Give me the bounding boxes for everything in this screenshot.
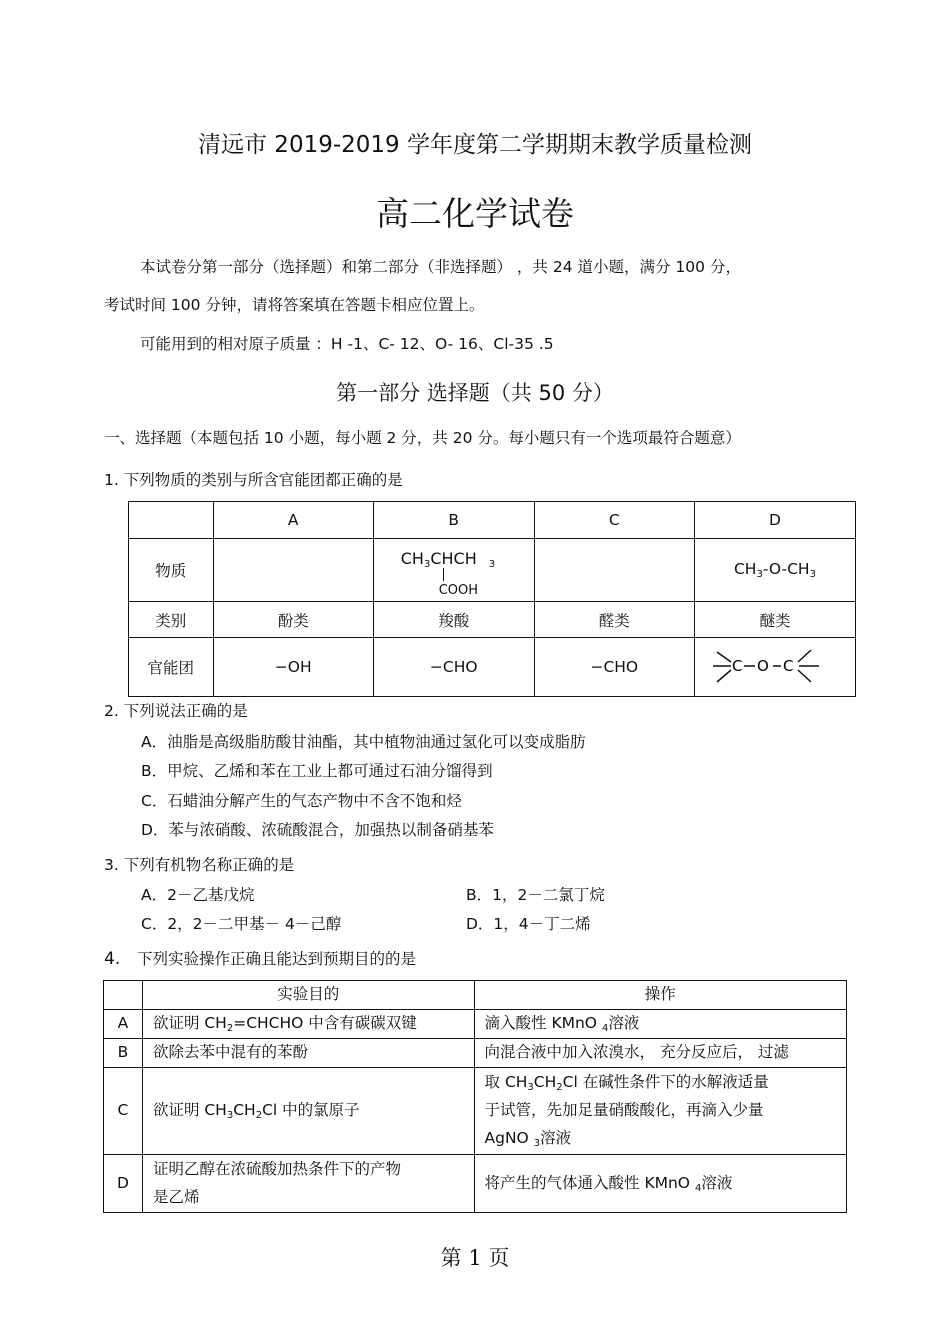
ether-o: O: [756, 657, 769, 675]
group-d: [694, 638, 855, 697]
table-row: A 欲证明 $CH_2=CHCHO$ 中含有碳碳双键 滴入酸性 KMnO $_4$溶液: [104, 1010, 847, 1039]
table-row: C 欲证明 $CH_3CH_2Cl$ 中的氯原子 取 $CH_3CH_2Cl$ 在碱性条件下的水解液适量 于试管，先加足量硝酸酸化，再滴入少量 AgNO $_3$溶液: [104, 1068, 847, 1155]
substance-a: [213, 539, 373, 602]
category-d: 醚类: [694, 602, 855, 638]
page-number: 第 1 页: [440, 1246, 510, 1270]
question-2-option: D．苯与浓硝酸、浓硫酸混合，加强热以制备硝基苯: [141, 821, 494, 839]
table-header-cell: [129, 502, 214, 539]
table-header-cell: D: [694, 502, 855, 539]
category-b: 羧酸: [373, 602, 534, 638]
category-a: 酚类: [213, 602, 373, 638]
substance-b: [373, 539, 534, 602]
table-header-cell: 操作: [474, 981, 846, 1010]
exam-title: 清远市 2019-2019 学年度第二学期期末教学质量检测: [198, 132, 752, 158]
question-2-stem: 2. 下列说法正确的是: [104, 702, 248, 720]
exam-subtitle: 高二化学试卷: [376, 194, 574, 233]
row-label: 物质: [129, 539, 214, 602]
intro-line-1: 本试卷分第一部分（选择题）和第二部分（非选择题） ，共 24 道小题，满分 100 分，: [140, 258, 741, 276]
bond-line: [443, 568, 445, 581]
substance-d: $CH_3-O-CH_3$: [694, 539, 855, 602]
table-header-cell: B: [373, 502, 534, 539]
section-title: 第一部分 选择题（共 50 分）: [336, 381, 614, 405]
section-instructions: 一、选择题（本题包括 10 小题，每小题 2 分，共 20 分。每小题只有一个选项最符合题意）: [104, 429, 741, 447]
category-c: 醛类: [534, 602, 694, 638]
group-a: −OH: [213, 638, 373, 697]
row-label: 官能团: [129, 638, 214, 697]
question-4-stem: 下列实验操作正确且能达到预期目的的是: [137, 950, 417, 968]
table-row: D 证明乙醇在浓硫酸加热条件下的产物 是乙烯 将产生的气体通入酸性 KMnO $_4$溶液: [104, 1155, 847, 1213]
question-3-option: B．1，2－二氯丁烷: [466, 886, 605, 904]
question-3-option: A．2－乙基戊烷: [141, 886, 255, 904]
table-header-cell: A: [213, 502, 373, 539]
ether-c1: C: [731, 657, 743, 675]
ether-bond-diagram: [695, 638, 855, 692]
question-2-option: A．油脂是高级脂肪酸甘油酯，其中植物油通过氢化可以变成脂肪: [141, 733, 586, 751]
ether-c2: C: [782, 657, 794, 675]
table-header-cell: 实验目的: [142, 981, 474, 1010]
intro-line-2: 考试时间 100 分钟，请将答案填在答题卡相应位置上。: [104, 296, 485, 314]
group-c: −CHO: [534, 638, 694, 697]
question-3-option: D．1，4－丁二烯: [466, 915, 591, 933]
table-row: B 欲除去苯中混有的苯酚 向混合液中加入浓溴水， 充分反应后， 过滤: [104, 1039, 847, 1068]
substance-b-structure: $CH_3CHCH$ $_3$ COOH: [400, 549, 496, 598]
question-1-table: [128, 501, 856, 697]
table-header-cell: [104, 981, 143, 1010]
question-2-option: B．甲烷、乙烯和苯在工业上都可通过石油分馏得到: [141, 762, 493, 780]
question-1-stem: 1. 下列物质的类别与所含官能团都正确的是: [104, 471, 403, 489]
table-header-cell: C: [534, 502, 694, 539]
row-label: 类别: [129, 602, 214, 638]
question-4-table: [103, 980, 847, 1213]
group-b: −CHO: [373, 638, 534, 697]
question-4-number: 4.: [104, 949, 121, 969]
substance-c: [534, 539, 694, 602]
question-2-option: C．石蜡油分解产生的气态产物中不含不饱和烃: [141, 792, 462, 810]
question-3-stem: 3. 下列有机物名称正确的是: [104, 856, 295, 874]
carboxyl-branch: COOH: [438, 583, 479, 598]
atomic-masses: 可能用到的相对原子质量 ：H -1、C- 12、O- 16、Cl-35 .5: [140, 335, 554, 353]
question-3-option: C．2，2－二甲基－ 4－己醇: [141, 915, 342, 933]
